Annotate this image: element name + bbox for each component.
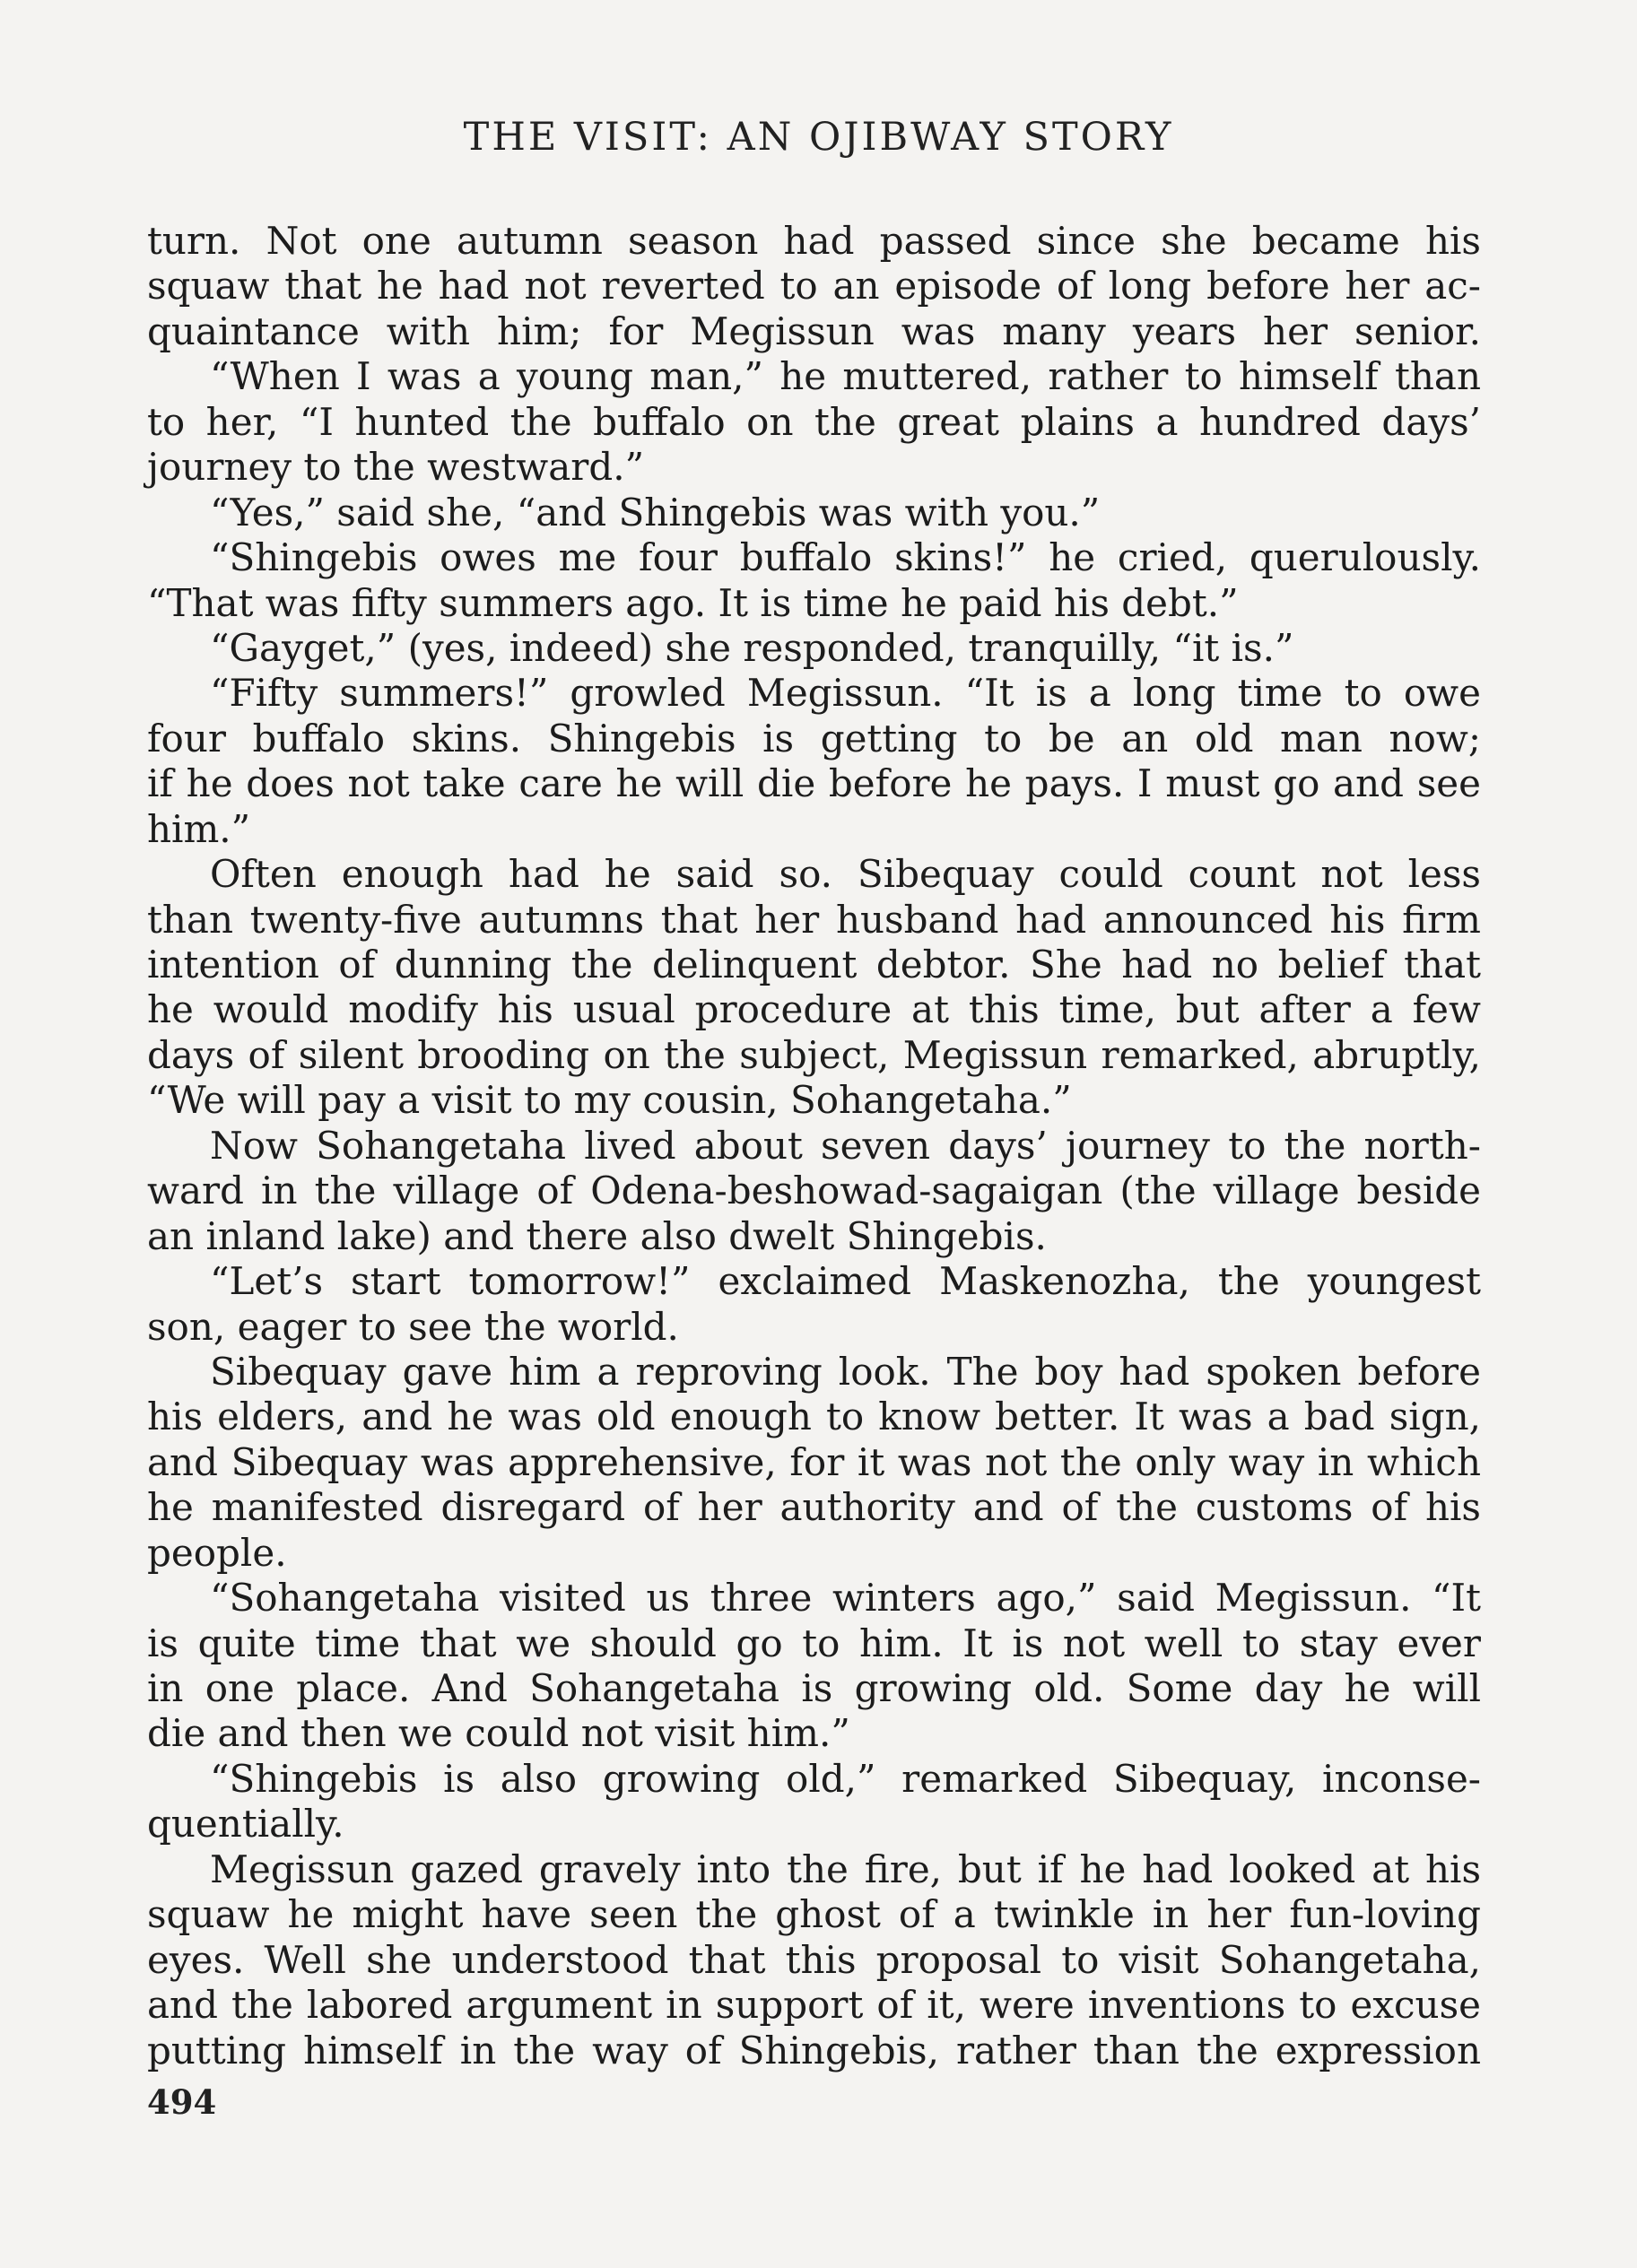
text-line: “We will pay a visit to my cousin, Sohangetaha.” xyxy=(147,1078,1072,1123)
text-line: “That was fifty summers ago. It is time he paid his debt.” xyxy=(147,580,1239,625)
text-line: “When I was a young man,” he muttered, rather to himself than xyxy=(210,354,1481,399)
text-line: intention of dunning the delinquent debtor. She had no belief that xyxy=(147,943,1481,986)
text-line: Megissun gazed gravely into the fire, but if he had looked at his xyxy=(210,1847,1481,1891)
text-line: ward in the village of Odena-beshowad-sagaigan (the village beside xyxy=(147,1169,1481,1213)
text-line: squaw he might have seen the ghost of a twinkle in her fun-loving xyxy=(147,1892,1481,1937)
text-line: to her, “I hunted the buffalo on the great plains a hundred days’ xyxy=(147,399,1481,444)
text-line: and Sibequay was apprehensive, for it was not the only way in which xyxy=(147,1439,1481,1484)
text-line: he would modify his usual procedure at this time, but after a few xyxy=(147,987,1481,1032)
text-line: an inland lake) and there also dwelt Shingebis. xyxy=(147,1213,1047,1258)
text-line: son, eager to see the world. xyxy=(147,1304,679,1349)
text-line: “Let’s start tomorrow!” exclaimed Maskenozha, the youngest xyxy=(210,1259,1481,1304)
text-line: Now Sohangetaha lived about seven days’ journey to the north- xyxy=(210,1123,1481,1168)
text-line: putting himself in the way of Shingebis, rather than the expression xyxy=(147,2028,1481,2072)
text-line: “Sohangetaha visited us three winters ago,” said Megissun. “It xyxy=(210,1576,1481,1621)
text-line: in one place. And Sohangetaha is growing old. Some day he will xyxy=(147,1666,1481,1710)
text-line: is quite time that we should go to him. It is not well to stay ever xyxy=(147,1621,1481,1665)
text-line: and the labored argument in support of it, were inventions to excuse xyxy=(147,1983,1481,2028)
body-text xyxy=(147,219,1481,2073)
text-line: squaw that he had not reverted to an episode of long before her ac- xyxy=(147,264,1481,308)
text-line: journey to the westward.” xyxy=(147,445,645,490)
text-line: die and then we could not visit him.” xyxy=(147,1711,850,1756)
text-line: him.” xyxy=(147,806,251,851)
text-line: days of silent brooding on the subject, Megissun remarked, abruptly, xyxy=(147,1032,1481,1077)
running-title: THE VISIT: AN OJIBWAY STORY xyxy=(463,115,1174,160)
text-line: quaintance with him; for Megissun was many years her senior. xyxy=(147,308,1481,353)
text-line: Sibequay gave him a reproving look. The boy had spoken before xyxy=(210,1349,1481,1394)
text-line: he manifested disregard of her authority and of the customs of his xyxy=(147,1485,1481,1530)
text-line: “Gayget,” (yes, indeed) she responded, tranquilly, “it is.” xyxy=(210,625,1294,670)
text-line: eyes. Well she understood that this proposal to visit Sohangetaha, xyxy=(147,1937,1481,1982)
text-line: “Yes,” said she, “and Shingebis was with you.” xyxy=(210,490,1101,534)
text-line: than twenty-five autumns that her husband had announced his firm xyxy=(147,897,1481,942)
text-line: people. xyxy=(147,1530,287,1575)
text-line: “Shingebis owes me four buffalo skins!” he cried, querulously. xyxy=(210,535,1481,580)
text-line: Often enough had he said so. Sibequay could count not less xyxy=(210,852,1481,897)
text-line: four buffalo skins. Shingebis is getting to be an old man now; xyxy=(147,716,1481,760)
text-line: quentially. xyxy=(147,1802,344,1847)
text-line: “Fifty summers!” growled Megissun. “It is a long time to owe xyxy=(210,671,1481,716)
text-line: “Shingebis is also growing old,” remarked Sibequay, inconse- xyxy=(210,1756,1481,1801)
text-line: if he does not take care he will die before he pays. I must go and see xyxy=(147,761,1481,806)
page-number: 494 xyxy=(147,2082,217,2122)
text-line: his elders, and he was old enough to know better. It was a bad sign, xyxy=(147,1395,1481,1439)
text-line: turn. Not one autumn season had passed since she became his xyxy=(147,219,1481,263)
